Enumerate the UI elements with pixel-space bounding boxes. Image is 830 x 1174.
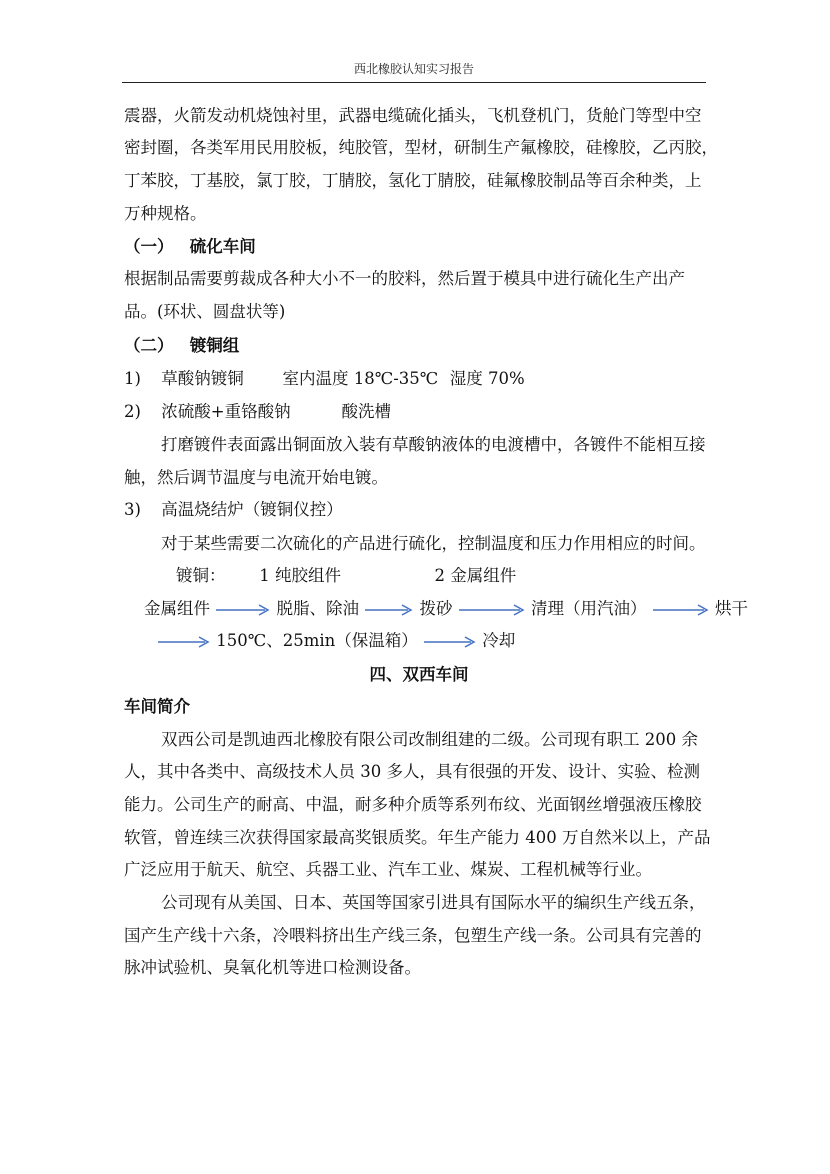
item-name: 高温烧结炉（镀铜仪控）	[161, 500, 343, 519]
copper-item-1	[124, 367, 525, 391]
flow-arrow-icon	[458, 604, 526, 616]
plating-options	[176, 564, 516, 588]
item-name: 草酸钠镀铜	[161, 369, 244, 388]
section-copper-heading	[124, 334, 239, 358]
flow-arrow-icon	[364, 604, 414, 616]
copper-item-3	[124, 498, 343, 522]
page-header: 西北橡胶认知实习报告	[353, 62, 474, 76]
flow-step-6: 150℃、25min（保温箱）	[216, 631, 418, 650]
shuangxi-para1-line-5: 广泛应用于航天、航空、兵器工业、汽车工业、煤炭、工程机械等行业。	[124, 860, 652, 879]
copper-item-3-desc: 对于某些需要二次硫化的产品进行硫化，控制温度和压力作用相应的时间。	[161, 534, 706, 553]
shuangxi-para2-line-1: 公司现有从美国、日本、英国等国家引进具有国际水平的编织生产线五条，	[161, 893, 706, 912]
flow-step-7: 冷却	[482, 631, 516, 650]
section-title: 硫化车间	[189, 237, 256, 256]
flow-arrow-icon	[423, 636, 477, 648]
copper-item-2-desc-2: 触，然后调节温度与电流开始电镀。	[124, 468, 388, 487]
item-temperature: 室内温度 18℃-35℃	[282, 369, 439, 388]
vulcanization-line-2: 品。(环状、圆盘状等)	[124, 302, 286, 321]
item-humidity: 湿度 70%	[449, 369, 525, 388]
section-title: 镀铜组	[189, 336, 240, 355]
flow-step-1: 金属组件	[144, 599, 210, 618]
plating-option-2: 2 金属组件	[434, 566, 517, 585]
copper-item-2	[124, 400, 391, 424]
item-number: 1)	[124, 369, 141, 388]
flow-step-3: 拨砂	[419, 599, 453, 618]
shuangxi-para1-line-1: 双西公司是凯迪西北橡胶有限公司改制组建的二级。公司现有职工 200 余	[161, 730, 698, 749]
section-shuangxi-subheading: 车间简介	[124, 697, 190, 716]
copper-item-2-desc-1: 打磨镀件表面露出铜面放入装有草酸钠液体的电渡槽中，各镀件不能相互接	[161, 435, 706, 454]
header-rule	[122, 82, 706, 83]
shuangxi-para1-line-3: 能力。公司生产的耐高、中温，耐多种介质等系列布纹、光面钢丝增强液压橡胶	[124, 795, 702, 814]
shuangxi-para1-line-2: 人，其中各类中、高级技术人员 30 多人，具有很强的开发、设计、实验、检测	[124, 762, 700, 781]
flow-row-1	[144, 597, 748, 621]
intro-line-2: 密封圈，各类军用民用胶板，纯胶管，型材，研制生产氟橡胶，硅橡胶，乙丙胶，	[124, 138, 718, 157]
shuangxi-para1-line-4: 软管，曾连续三次获得国家最高奖银质奖。年生产能力 400 万自然米以上，产品	[124, 828, 711, 847]
section-vulcanization-heading	[124, 235, 256, 259]
flow-row-2	[157, 629, 515, 653]
shuangxi-para2-line-3: 脉冲试验机、臭氧化机等进口检测设备。	[124, 958, 421, 977]
flow-arrow-icon	[652, 604, 710, 616]
shuangxi-para2-line-2: 国产生产线十六条，冷喂料挤出生产线三条，包塑生产线一条。公司具有完善的	[124, 926, 702, 945]
item-number: 3)	[124, 500, 141, 519]
item-tank: 酸洗槽	[341, 402, 391, 421]
intro-line-3: 丁苯胶，丁基胶，氯丁胶，丁腈胶，氢化丁腈胶，硅氟橡胶制品等百余种类，上	[124, 171, 702, 190]
intro-line-4: 万种规格。	[124, 204, 207, 223]
section-shuangxi-heading: 四、双西车间	[369, 665, 469, 684]
flow-step-5: 烘干	[715, 599, 748, 618]
item-number: 2)	[124, 402, 141, 421]
flow-step-2: 脱脂、除油	[276, 599, 359, 618]
section-number: （一）	[124, 237, 174, 256]
plating-label: 镀铜：	[176, 566, 226, 585]
flow-step-4: 清理（用汽油）	[531, 599, 647, 618]
flow-arrow-icon	[157, 636, 211, 648]
item-name: 浓硫酸+重铬酸钠	[161, 402, 291, 421]
flow-arrow-icon	[215, 604, 271, 616]
section-number: （二）	[124, 336, 174, 355]
vulcanization-line-1: 根据制品需要剪裁成各种大小不一的胶料，然后置于模具中进行硫化生产出产	[124, 269, 685, 288]
intro-line-1: 震器，火箭发动机烧蚀衬里，武器电缆硫化插头，飞机登机门，货舱门等型中空	[124, 106, 702, 125]
plating-option-1: 1 纯胶组件	[259, 566, 341, 585]
